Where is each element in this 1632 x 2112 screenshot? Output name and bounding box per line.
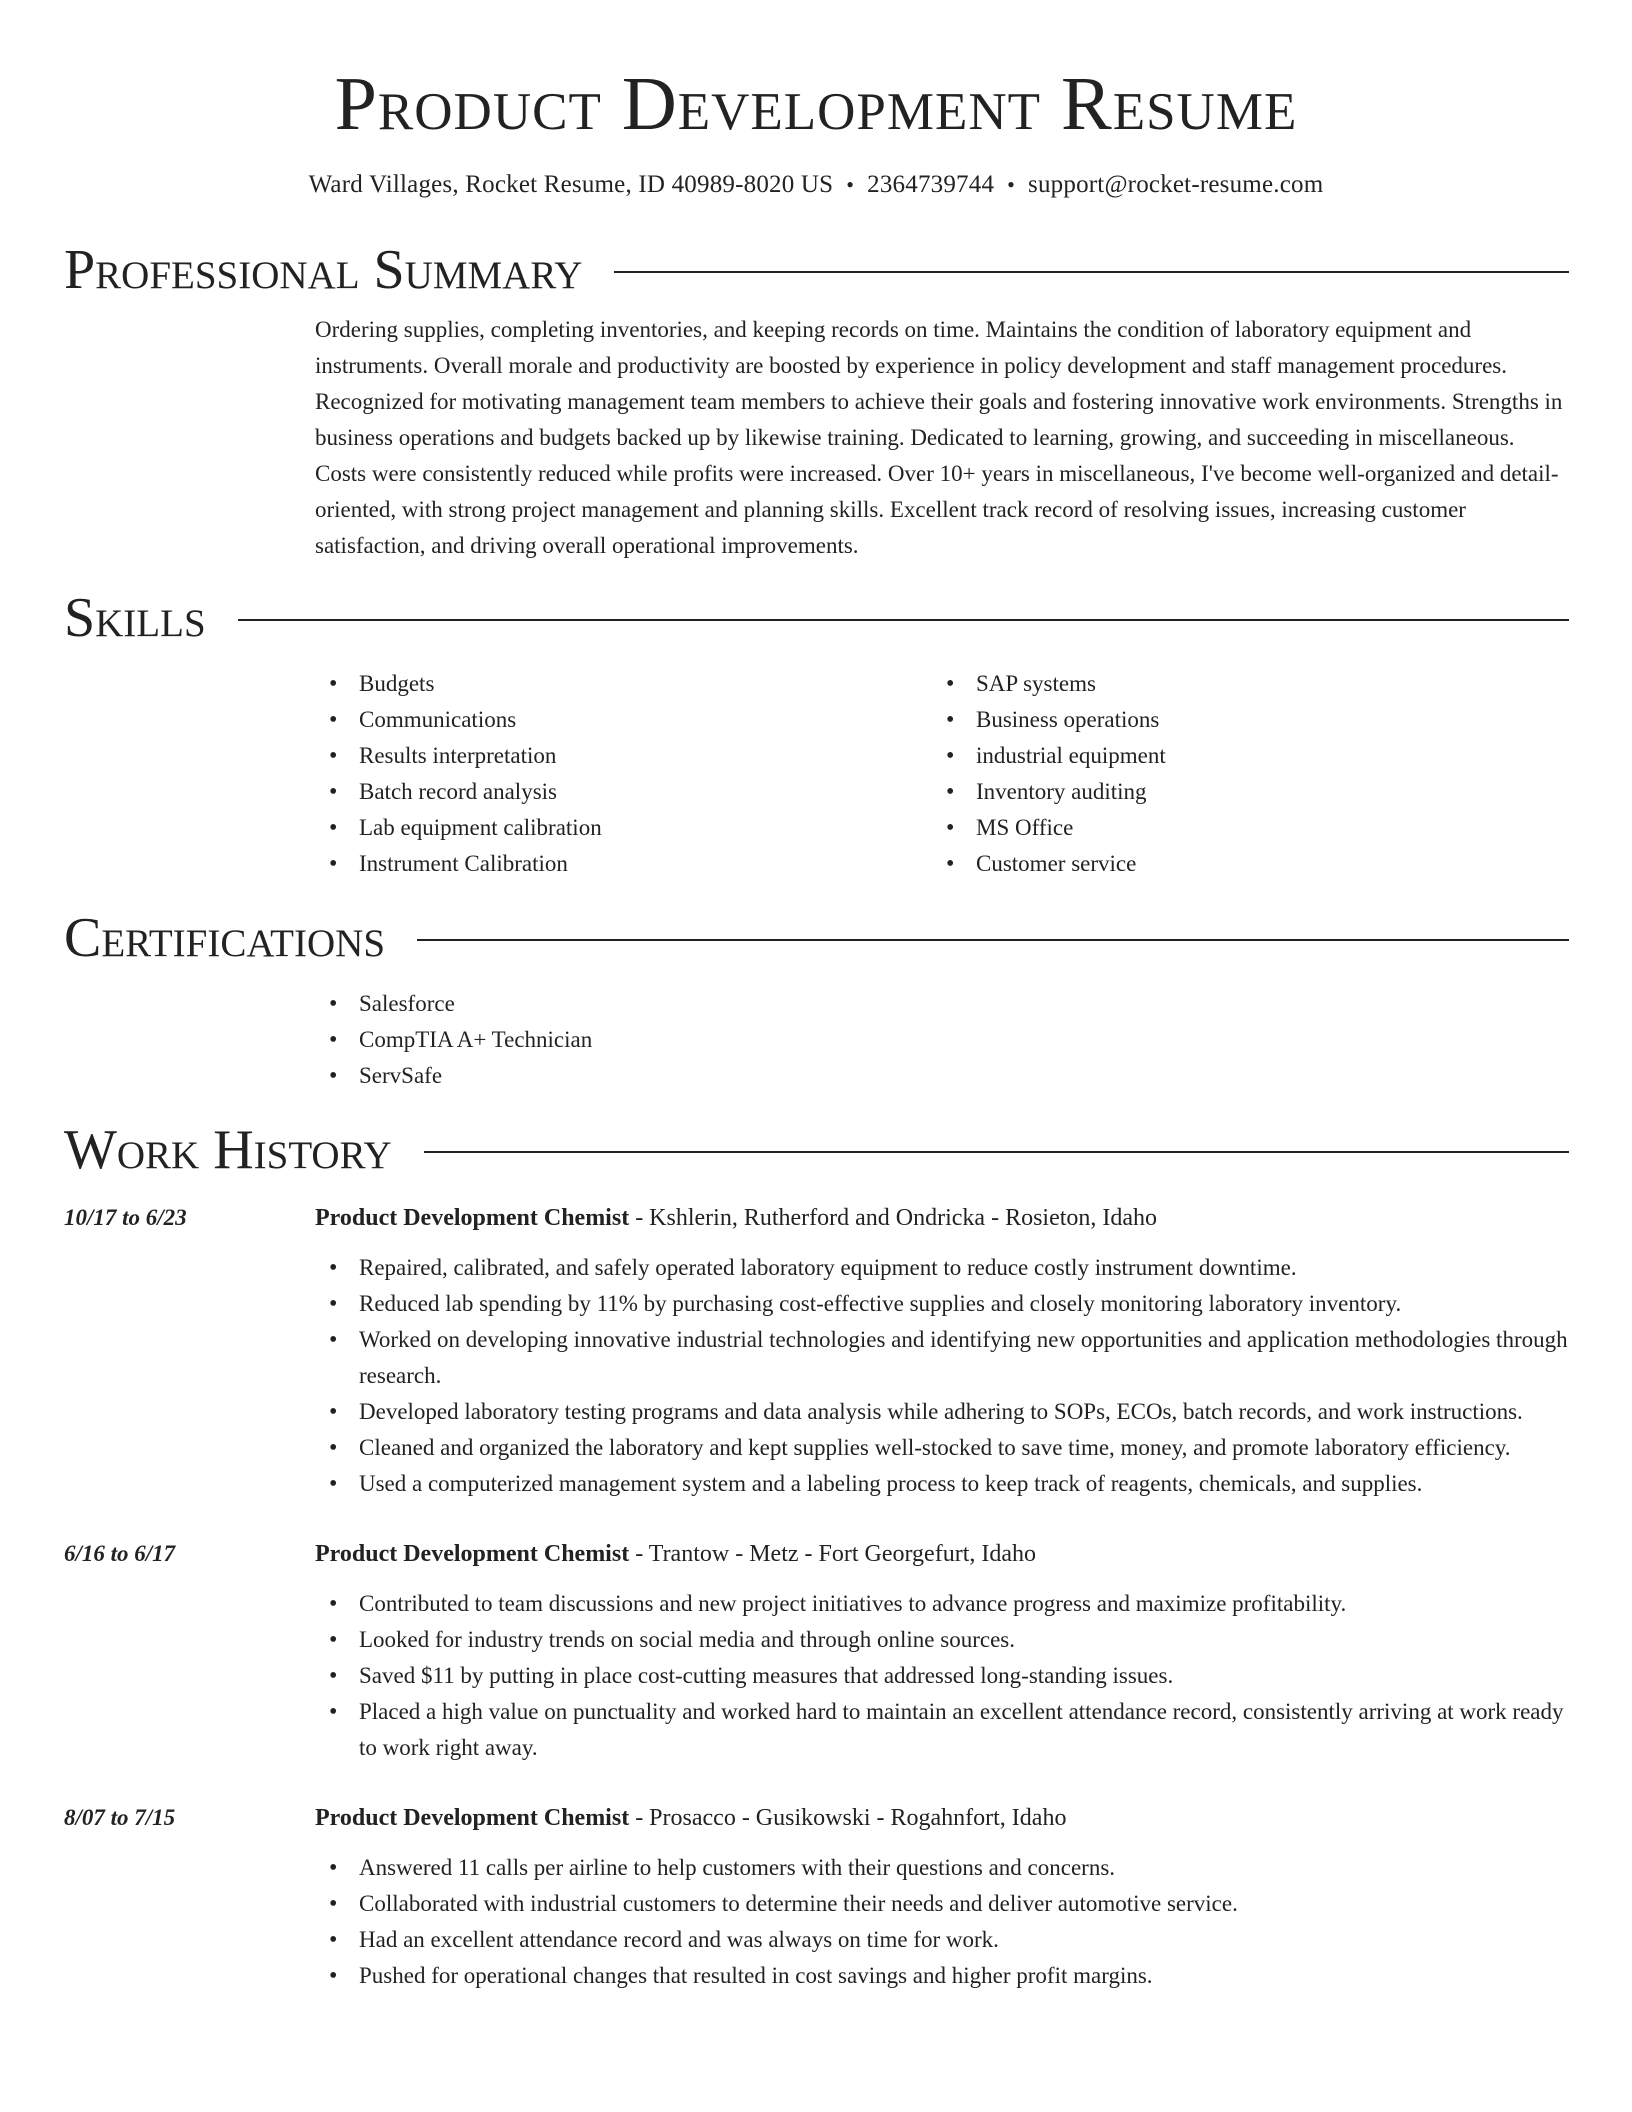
resume-title: Product Development Resume (334, 62, 1298, 146)
job-dates: 6/16 to 6/17 (64, 1541, 176, 1566)
contact-address: Ward Villages, Rocket Resume, ID 40989-8020 US (308, 171, 834, 198)
section-divider (614, 271, 1569, 273)
job-bullet: • Pushed for operational changes that resulted in cost savings and higher profit margins. (315, 1958, 1238, 1994)
skills-list (315, 666, 1569, 882)
job-bullet: • Cleaned and organized the laboratory and kept supplies well-stocked to save time, money, and promote laboratory efficiency. (315, 1430, 1569, 1466)
job-bullet: • Used a computerized management system and a labeling process to keep track of reagents, chemicals, and supplies. (315, 1466, 1569, 1502)
summary-heading: Professional Summary (64, 239, 583, 301)
job-bullet: • Worked on developing innovative industrial technologies and identifying new opportunities and application methodologies through research. (315, 1322, 1569, 1394)
job-bullet: • Saved $11 by putting in place cost-cutting measures that addressed long-standing issues. (315, 1658, 1569, 1694)
job-details (315, 1536, 1569, 1766)
job-dates: 10/17 to 6/23 (64, 1205, 187, 1230)
job-title-line (315, 1536, 1569, 1572)
skill-item: • Budgets (315, 666, 932, 702)
job-title: Product Development Chemist (315, 1805, 630, 1831)
contact-separator: • (1007, 172, 1016, 197)
job-title: Product Development Chemist (315, 1541, 630, 1567)
job-title: Product Development Chemist (315, 1205, 630, 1231)
summary-text: Ordering supplies, completing inventories, and keeping records on time. Maintains the condition of laboratory equipment and instruments. Overall morale and productivity are boosted by experience in policy development and staff management procedures. Recognized for motivating management team members to achieve their goals and fostering innovative work environments. Strengths in business operations and budgets backed up by likewise training. Dedicated to learning, growing, and succeeding in miscellaneous. Costs were consistently reduced while profits were increased. Over 10+ years in miscellaneous, I've become well-organized and detail-oriented, with strong project management and planning skills. Excellent track record of resolving issues, increasing customer satisfaction, and driving overall operational improvements. (315, 317, 1563, 558)
job-bullet: • Developed laboratory testing programs and data analysis while adhering to SOPs, ECOs, batch records, and work instructions. (315, 1394, 1569, 1430)
skills-column-left (315, 666, 932, 882)
job-bullet: • Contributed to team discussions and new project initiatives to advance progress and maximize profitability. (315, 1586, 1569, 1622)
skill-item: • Customer service (932, 846, 1549, 882)
work-history-header (64, 1118, 1569, 1182)
certification-item: • CompTIA A+ Technician (315, 1022, 1569, 1058)
skill-item: • industrial equipment (932, 738, 1549, 774)
skills-column-right (932, 666, 1549, 882)
contact-line (0, 168, 1632, 202)
job-details (315, 1800, 1238, 1994)
job-bullet: • Had an excellent attendance record and was always on time for work. (315, 1922, 1238, 1958)
skills-heading: Skills (64, 587, 206, 649)
contact-email[interactable]: support@rocket-resume.com (1028, 171, 1324, 198)
certifications-section (64, 906, 1569, 1094)
job-list (64, 1200, 1569, 1994)
job-bullet: • Repaired, calibrated, and safely operated laboratory equipment to reduce costly instrument downtime. (315, 1250, 1569, 1286)
certification-item: • ServSafe (315, 1058, 1569, 1094)
job-bullet: • Reduced lab spending by 11% by purchasing cost-effective supplies and closely monitoring laboratory inventory. (315, 1286, 1569, 1322)
job-entry (64, 1800, 1569, 1994)
job-bullets (315, 1850, 1238, 1994)
certifications-heading: Certifications (64, 907, 386, 969)
section-divider (417, 939, 1569, 941)
job-title-line (315, 1800, 1238, 1836)
job-details (315, 1200, 1569, 1502)
certifications-list (315, 986, 1569, 1094)
work-history-heading: Work History (64, 1119, 392, 1181)
certifications-header (64, 906, 1569, 970)
job-bullet: • Answered 11 calls per airline to help customers with their questions and concerns. (315, 1850, 1238, 1886)
job-bullet: • Placed a high value on punctuality and worked hard to maintain an excellent attendance record, consistently arriving at work ready to work right away. (315, 1694, 1569, 1766)
job-dates: 8/07 to 7/15 (64, 1805, 176, 1830)
skills-section (64, 586, 1569, 882)
job-company-location: - Kshlerin, Rutherford and Ondricka - Rosieton, Idaho (629, 1205, 1158, 1231)
skill-item: • Business operations (932, 702, 1549, 738)
contact-phone: 2364739744 (867, 171, 995, 198)
skill-item: • Instrument Calibration (315, 846, 932, 882)
skill-item: • Lab equipment calibration (315, 810, 932, 846)
job-entry (64, 1200, 1569, 1502)
job-company-location: - Trantow - Metz - Fort Georgefurt, Idaho (629, 1541, 1037, 1567)
skill-item: • Batch record analysis (315, 774, 932, 810)
section-divider (238, 619, 1569, 621)
job-bullet: • Collaborated with industrial customers to determine their needs and deliver automotive service. (315, 1886, 1238, 1922)
job-company-location: - Prosacco - Gusikowski - Rogahnfort, Idaho (629, 1805, 1067, 1831)
job-entry (64, 1536, 1569, 1766)
certification-item: • Salesforce (315, 986, 1569, 1022)
section-divider (424, 1151, 1569, 1153)
summary-section (64, 238, 1569, 564)
job-bullet: • Looked for industry trends on social media and through online sources. (315, 1622, 1569, 1658)
job-title-line (315, 1200, 1569, 1236)
skill-item: • SAP systems (932, 666, 1549, 702)
skill-item: • Inventory auditing (932, 774, 1549, 810)
summary-body (315, 312, 1569, 564)
job-bullets (315, 1250, 1569, 1502)
skill-item: • MS Office (932, 810, 1549, 846)
skill-item: • Communications (315, 702, 932, 738)
job-bullets (315, 1586, 1569, 1766)
certifications-body (315, 986, 1569, 1094)
skills-header (64, 586, 1569, 650)
contact-separator: • (846, 172, 855, 197)
summary-header (64, 238, 1569, 302)
skill-item: • Results interpretation (315, 738, 932, 774)
work-history-section (64, 1118, 1569, 1994)
